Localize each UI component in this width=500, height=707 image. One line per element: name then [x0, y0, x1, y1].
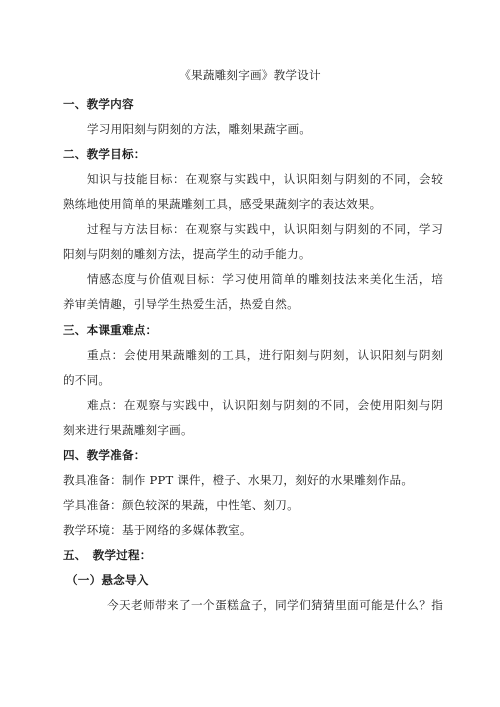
- key-point-line-2: 的不同。: [63, 373, 111, 387]
- section-heading-process: 五、 教学过程：: [63, 548, 152, 562]
- objective-knowledge-line-2: 熟练地使用简单的果蔬雕刻工具，感受果蔬刻字的表达效果。: [63, 197, 382, 211]
- section-heading-objectives: 二、教学目标：: [63, 147, 146, 161]
- objective-attitude-line-2: 养审美情趣，引导学生热爱生活，热爱自然。: [63, 297, 299, 311]
- document-title: 《果蔬雕刻字画》教学设计: [179, 68, 321, 82]
- section-heading-key-points: 三、本课重难点：: [63, 323, 158, 337]
- subsection-heading-intro: （一）悬念导入: [66, 573, 149, 587]
- content-paragraph: 学习用阳刻与阴刻的方法，雕刻果蔬字画。: [87, 122, 312, 136]
- key-point-line-1: 重点：会使用果蔬雕刻的工具，进行阳刻与阴刻，认识阳刻与阴刻: [87, 348, 443, 362]
- difficulty-line-1: 难点：在观察与实践中，认识阳刻与阴刻的不同，会使用阳刻与阴: [87, 398, 443, 412]
- objective-knowledge-line-1: 知识与技能目标：在观察与实践中，认识阳刻与阴刻的不同，会较: [87, 172, 443, 186]
- section-heading-preparation: 四、教学准备：: [63, 448, 146, 462]
- intro-paragraph-line-1: 今天老师带来了一个蛋糕盒子，同学们猜猜里面可能是什么？指: [107, 598, 443, 612]
- objective-process-line-2: 阳刻与阴刻的雕刻方法，提高学生的动手能力。: [63, 247, 311, 261]
- difficulty-line-2: 刻来进行果蔬雕刻字画。: [63, 423, 193, 437]
- objective-process-line-1: 过程与方法目标：在观察与实践中，认识阳刻与阴刻的不同，学习: [87, 222, 443, 236]
- preparation-teaching-aids: 教具准备：制作 PPT 课件，橙子、水果刀，刻好的水果雕刻作品。: [63, 473, 414, 487]
- objective-attitude-line-1: 情感态度与价值观目标：学习使用简单的雕刻技法来美化生活，培: [87, 272, 443, 286]
- preparation-environment: 教学环境：基于网络的多媒体教室。: [63, 523, 252, 537]
- preparation-student-materials: 学具准备：颜色较深的果蔬，中性笔、刻刀。: [63, 498, 299, 512]
- section-heading-content: 一、教学内容: [63, 97, 134, 111]
